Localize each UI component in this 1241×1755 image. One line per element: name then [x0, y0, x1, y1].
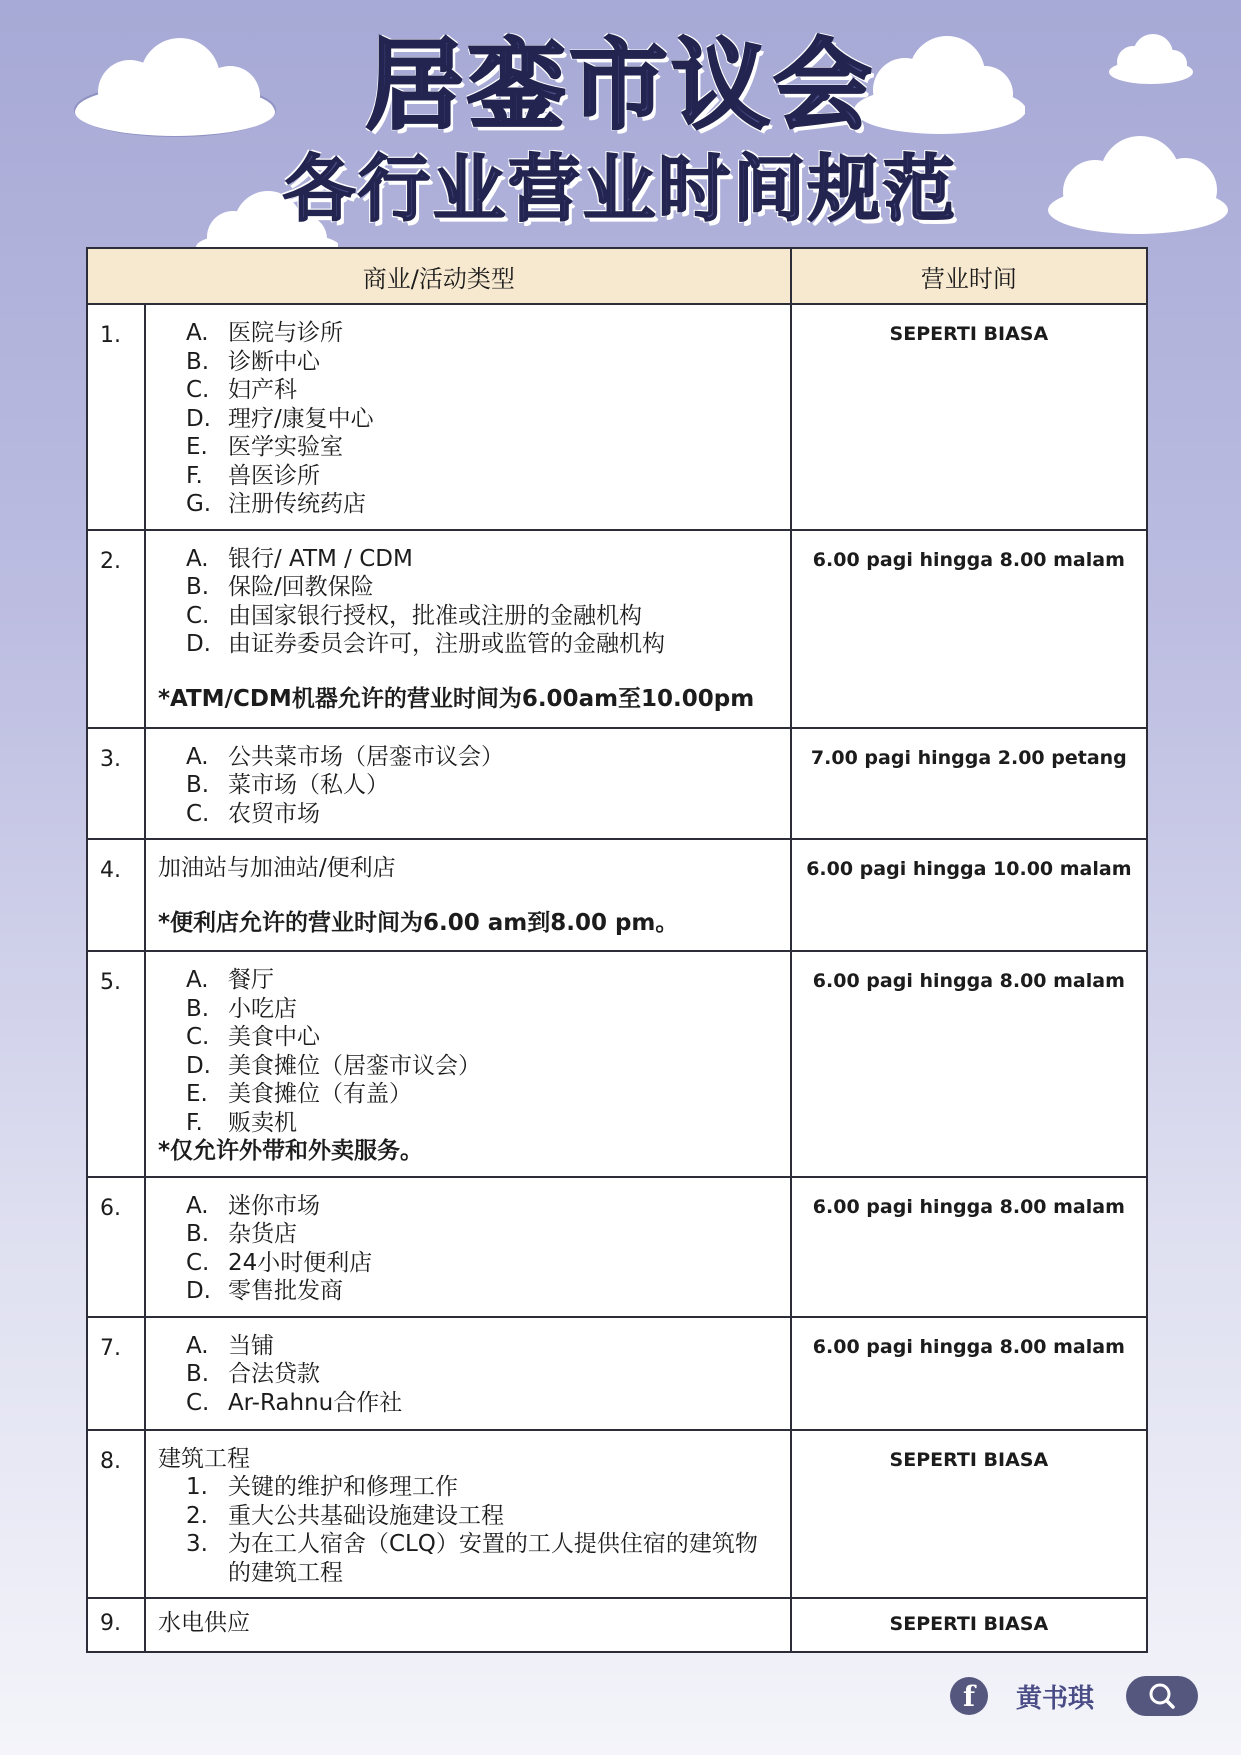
- item-text: Ar-Rahnu合作社: [227, 1389, 403, 1416]
- list-item: [186, 1220, 778, 1249]
- item-letter: D.: [185, 631, 211, 657]
- list-item: [186, 319, 778, 348]
- item-text: 兽医诊所: [227, 462, 320, 489]
- list-item: [186, 490, 778, 519]
- title-sub: 各行业营业时间规范: [282, 147, 958, 231]
- item-text: 为在工人宿舍（CLQ）安置的工人提供住宿的建筑物的建筑工程: [227, 1531, 758, 1586]
- item-letter: B.: [185, 772, 210, 798]
- item-letter: A.: [185, 1192, 209, 1219]
- item-letter: E.: [185, 434, 208, 460]
- item-letter: A.: [185, 545, 209, 572]
- row-description: [145, 1430, 791, 1599]
- table-row: [87, 1317, 1147, 1430]
- item-letter: F.: [185, 462, 203, 489]
- business-hours-table: [86, 247, 1148, 1653]
- row-number: 8.: [87, 1430, 145, 1599]
- list-item: [186, 1473, 778, 1502]
- item-letter: D.: [185, 1052, 211, 1079]
- list-item: [186, 800, 778, 829]
- item-letter: A.: [185, 743, 209, 770]
- list-item: [186, 376, 778, 405]
- item-text: 保险/回教保险: [227, 574, 374, 600]
- item-text: 贩卖机: [227, 1109, 297, 1136]
- item-text: 迷你市场: [227, 1192, 320, 1219]
- row-text: 加油站与加油站/便利店: [157, 855, 396, 881]
- item-letter: F.: [185, 1109, 203, 1136]
- item-text: 银行/ ATM / CDM: [227, 545, 413, 572]
- list-item: [186, 405, 778, 434]
- list-item: [186, 1360, 778, 1389]
- list-item: [186, 995, 778, 1024]
- list-item: [186, 630, 778, 659]
- row-description: [145, 1177, 791, 1317]
- item-text: 诊断中心: [227, 348, 320, 375]
- table-row: [87, 951, 1147, 1177]
- list-item: [186, 545, 778, 574]
- row-text: 建筑工程: [157, 1445, 250, 1472]
- item-letter: D.: [185, 405, 211, 432]
- footer: [950, 1676, 1198, 1716]
- item-letter: C.: [185, 1024, 210, 1050]
- item-list: [158, 1473, 778, 1587]
- search-button[interactable]: [1126, 1676, 1198, 1716]
- item-text: 关键的维护和修理工作: [227, 1474, 458, 1500]
- row-number: 3.: [87, 728, 145, 840]
- item-text: 24小时便利店: [227, 1249, 373, 1276]
- category-header: 商业/活动类型: [87, 248, 791, 304]
- item-text: 杂货店: [227, 1221, 297, 1247]
- item-list: [158, 1192, 778, 1306]
- item-letter: B.: [185, 348, 210, 375]
- item-number: 1.: [185, 1474, 208, 1500]
- list-item: [186, 1530, 778, 1587]
- list-item: [186, 1249, 778, 1278]
- item-text: 菜市场（私人）: [227, 772, 389, 798]
- item-letter: C.: [185, 602, 210, 629]
- row-number: 4.: [87, 839, 145, 951]
- item-number: 3.: [185, 1531, 208, 1557]
- row-description: [145, 839, 791, 951]
- table-row: [87, 530, 1147, 728]
- row-number: 1.: [87, 304, 145, 530]
- item-list: [158, 545, 778, 659]
- list-item: [186, 1332, 778, 1361]
- table-row: [87, 304, 1147, 530]
- table-row: [87, 1598, 1147, 1652]
- row-note: *便利店允许的营业时间为6.00 am到8.00 pm。: [157, 909, 679, 936]
- item-text: 美食摊位（居銮市议会）: [227, 1052, 481, 1079]
- item-text: 重大公共基础设施建设工程: [227, 1502, 504, 1529]
- item-text: 由证券委员会许可，注册或监管的金融机构: [227, 631, 665, 657]
- item-text: 由国家银行授权，批准或注册的金融机构: [227, 602, 642, 629]
- table-row: [87, 839, 1147, 951]
- list-item: [186, 1023, 778, 1052]
- row-text: 水电供应: [157, 1610, 250, 1636]
- row-hours: 7.00 pagi hingga 2.00 petang: [791, 728, 1147, 840]
- row-hours: SEPERTI BIASA: [791, 304, 1147, 530]
- item-text: 理疗/康复中心: [227, 405, 374, 432]
- list-item: [186, 1109, 778, 1138]
- hours-header: 营业时间: [791, 248, 1147, 304]
- list-item: [186, 462, 778, 491]
- facebook-icon[interactable]: f: [950, 1677, 988, 1715]
- row-description: [145, 1598, 791, 1652]
- row-hours: SEPERTI BIASA: [791, 1598, 1147, 1652]
- list-item: [186, 1277, 778, 1306]
- item-text: 当铺: [227, 1332, 274, 1359]
- item-text: 妇产科: [227, 377, 297, 403]
- row-hours: 6.00 pagi hingga 8.00 malam: [791, 530, 1147, 728]
- item-letter: C.: [185, 377, 210, 403]
- list-item: [186, 771, 778, 800]
- table-row: [87, 1177, 1147, 1317]
- item-letter: G.: [185, 491, 212, 517]
- row-hours: SEPERTI BIASA: [791, 1430, 1147, 1599]
- list-item: [186, 348, 778, 377]
- item-letter: A.: [185, 320, 209, 346]
- list-item: [186, 433, 778, 462]
- item-letter: E.: [185, 1081, 208, 1107]
- item-list: [158, 966, 778, 1137]
- item-letter: B.: [185, 995, 210, 1022]
- list-item: [186, 573, 778, 602]
- list-item: [186, 966, 778, 995]
- row-hours: 6.00 pagi hingga 8.00 malam: [791, 1177, 1147, 1317]
- title-main: 居銮市议会: [365, 29, 876, 143]
- author-name: 黄书琪: [1016, 1683, 1095, 1714]
- item-letter: D.: [185, 1278, 211, 1304]
- item-text: 美食摊位（有盖）: [227, 1081, 412, 1107]
- item-text: 零售批发商: [227, 1278, 343, 1304]
- row-description: [145, 728, 791, 840]
- row-hours: 6.00 pagi hingga 8.00 malam: [791, 951, 1147, 1177]
- row-note: *仅允许外带和外卖服务。: [157, 1138, 423, 1164]
- item-number: 2.: [185, 1502, 208, 1529]
- row-description: [145, 1317, 791, 1430]
- row-number: 2.: [87, 530, 145, 728]
- list-item: [186, 743, 778, 772]
- row-number: 9.: [87, 1598, 145, 1652]
- list-item: [186, 1389, 778, 1418]
- item-text: 注册传统药店: [227, 491, 366, 517]
- item-list: [158, 743, 778, 829]
- row-note: *ATM/CDM机器允许的营业时间为6.00am至10.00pm: [157, 685, 755, 712]
- list-item: [186, 602, 778, 631]
- row-description: [145, 304, 791, 530]
- list-item: [186, 1192, 778, 1221]
- row-number: 6.: [87, 1177, 145, 1317]
- row-hours: 6.00 pagi hingga 8.00 malam: [791, 1317, 1147, 1430]
- item-text: 餐厅: [227, 967, 274, 993]
- item-letter: C.: [185, 1389, 210, 1416]
- page-title: [0, 30, 1241, 232]
- item-letter: B.: [185, 1221, 210, 1247]
- item-text: 公共菜市场（居銮市议会）: [227, 743, 504, 770]
- item-letter: A.: [185, 967, 209, 993]
- item-letter: B.: [185, 1361, 210, 1387]
- table-row: [87, 728, 1147, 840]
- row-hours: 6.00 pagi hingga 10.00 malam: [791, 839, 1147, 951]
- item-text: 医学实验室: [227, 434, 343, 460]
- item-letter: A.: [185, 1332, 209, 1359]
- item-letter: C.: [185, 1249, 210, 1276]
- item-text: 医院与诊所: [227, 320, 343, 346]
- row-description: [145, 530, 791, 728]
- item-list: [158, 1332, 778, 1418]
- row-number: 5.: [87, 951, 145, 1177]
- item-list: [158, 319, 778, 519]
- table-header-row: [87, 248, 1147, 304]
- row-description: [145, 951, 791, 1177]
- list-item: [186, 1052, 778, 1081]
- item-letter: C.: [185, 800, 210, 827]
- item-text: 小吃店: [227, 995, 297, 1022]
- list-item: [186, 1502, 778, 1531]
- item-letter: B.: [185, 574, 210, 600]
- item-text: 合法贷款: [227, 1361, 320, 1387]
- item-text: 美食中心: [227, 1024, 320, 1050]
- search-icon: [1126, 1676, 1198, 1716]
- table-row: [87, 1430, 1147, 1599]
- row-number: 7.: [87, 1317, 145, 1430]
- item-text: 农贸市场: [227, 800, 320, 827]
- list-item: [186, 1080, 778, 1109]
